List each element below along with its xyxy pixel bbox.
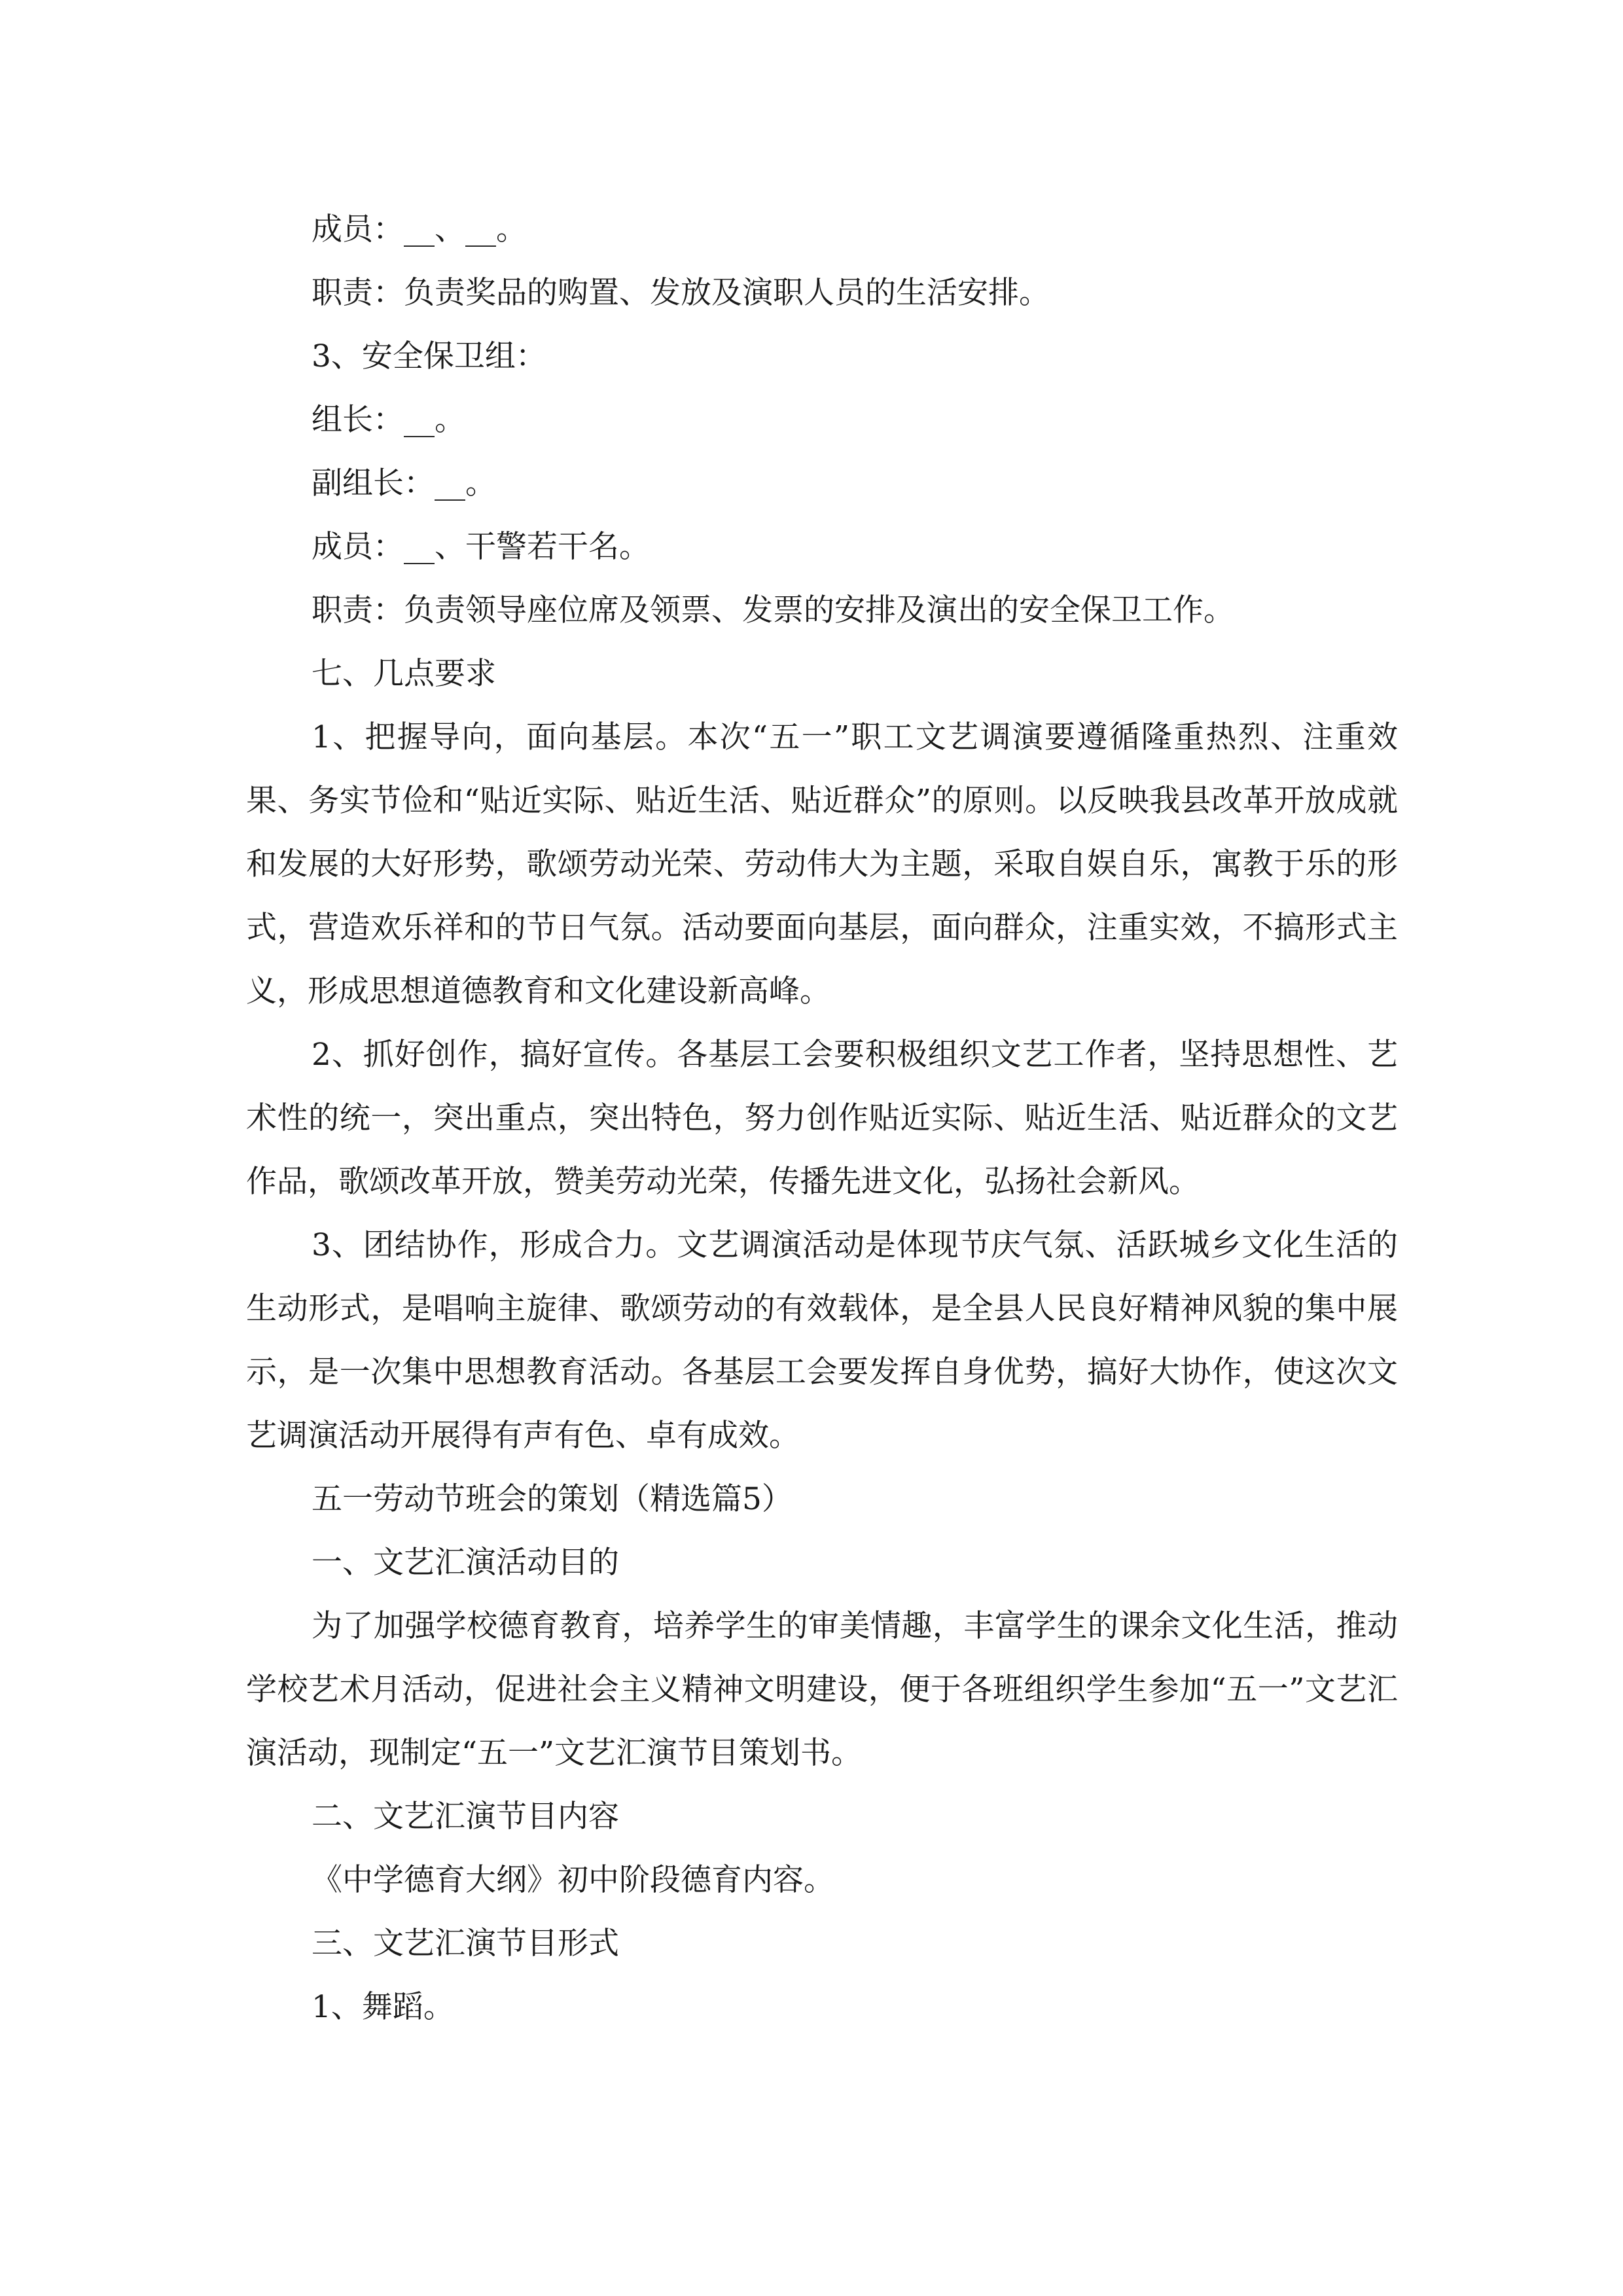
members-line: 成员：__、__。 [312,211,527,247]
section-heading-content: 二、文艺汇演节目内容 [312,1799,619,1835]
form-item-dance: 1、舞蹈。 [312,1989,454,2025]
security-duty-line: 职责：负责领导座位席及领票、发票的安排及演出的安全保卫工作。 [312,592,1234,628]
content-line: 《中学德育大纲》初中阶段德育内容。 [312,1862,834,1898]
requirement-paragraph-2: 2、抓好创作，搞好宣传。各基层工会要积极组织文艺工作者，坚持思想性、艺术性的统一，突出重点，突出特色，努力创作贴近实际、贴近生活、贴近群众的文艺作品，歌颂改革开放，赞美劳动光荣，传播先进文化，弘扬社会新风。 [246,1037,1398,1200]
section-heading-form: 三、文艺汇演节目形式 [312,1926,619,1962]
duty-line: 职责：负责奖品的购置、发放及演职人员的生活安排。 [312,275,1050,311]
section-heading-requirements: 七、几点要求 [312,656,496,692]
security-members-line: 成员：__、干警若干名。 [312,529,650,565]
group-leader-line: 组长：__。 [312,402,465,438]
requirement-paragraph-1: 1、把握导向，面向基层。本次“五一”职工文艺调演要遵循隆重热烈、注重效果、务实节俭和“贴近实际、贴近生活、贴近群众”的原则。以反映我县改革开放成就和发展的大好形势，歌颂劳动光荣、劳动伟大为主题，采取自娱自乐，寓教于乐的形式，营造欢乐祥和的节日气氛。活动要面向基层，面向群众，注重实效，不搞形式主义，形成思想道德教育和文化建设新高峰。 [246,719,1398,1009]
requirement-paragraph-3: 3、团结协作，形成合力。文艺调演活动是体现节庆气氛、活跃城乡文化生活的生动形式，是唱响主旋律、歌颂劳动的有效载体，是全县人民良好精神风貌的集中展示，是一次集中思想教育活动。各基层工会要发挥自身优势，搞好大协作，使这次文艺调演活动开展得有声有色、卓有成效。 [246,1227,1398,1454]
article-title: 五一劳动节班会的策划（精选篇5） [312,1481,793,1517]
section-heading-purpose: 一、文艺汇演活动目的 [312,1545,619,1581]
security-group-heading: 3、安全保卫组： [312,338,546,374]
deputy-leader-line: 副组长：__。 [312,465,496,501]
purpose-paragraph: 为了加强学校德育教育，培养学生的审美情趣，丰富学生的课余文化生活，推动学校艺术月活动，促进社会主义精神文明建设，便于各班组织学生参加“五一”文艺汇演活动，现制定“五一”文艺汇演节目策划书。 [246,1608,1398,1771]
